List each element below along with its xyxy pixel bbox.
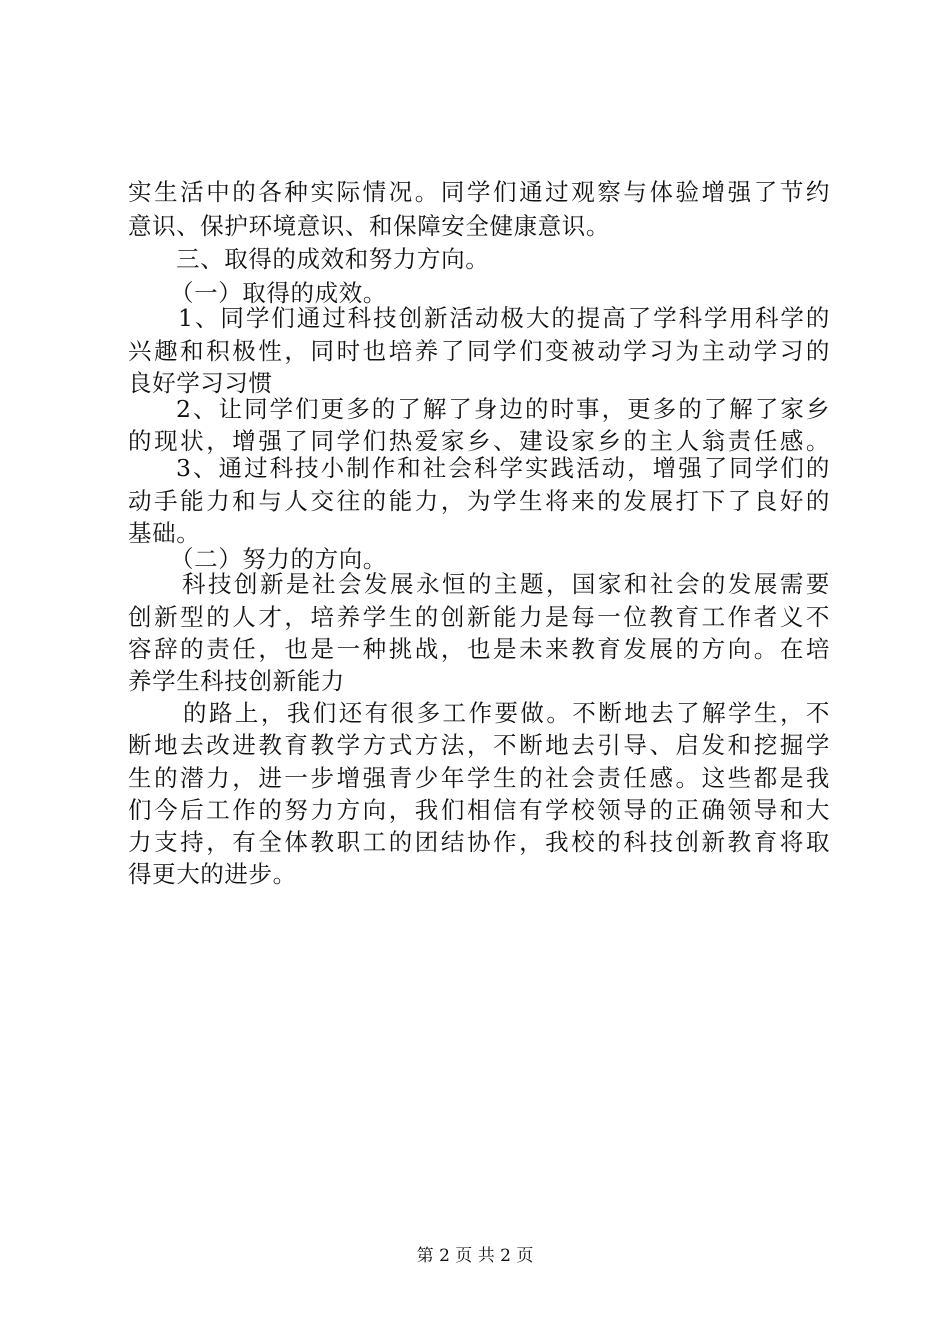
text-line: 创新型的人才，培养学生的创新能力是每一位教育工作者义不 (128, 603, 830, 631)
text-line: 2、让同学们更多的了解了身边的时事，更多的了解了家乡 (176, 395, 830, 423)
text-line: 得更大的进步。 (128, 860, 297, 888)
text-line: 基础。 (128, 519, 201, 547)
text-line: 生的潜力，进一步增强青少年学生的社会责任感。这些都是我 (128, 764, 830, 792)
subsection-heading: （二）努力的方向。 (170, 545, 387, 573)
section-heading: 三、取得的成效和努力方向。 (176, 245, 490, 273)
text-line: 兴趣和积极性，同时也培养了同学们变被动学习为主动学习的 (128, 337, 830, 365)
text-line: 3、通过科技小制作和社会科学实践活动，增强了同学们的 (176, 454, 830, 482)
text-line: 良好学习习惯 (128, 369, 273, 397)
text-line: 们今后工作的努力方向，我们相信有学校领导的正确领导和大 (128, 796, 830, 824)
text-line: 科技创新是社会发展永恒的主题，国家和社会的发展需要 (182, 570, 830, 598)
text-line: 的现状，增强了同学们热爱家乡、建设家乡的主人翁责任感。 (128, 427, 830, 455)
text-line: 养学生科技创新能力 (128, 667, 345, 695)
text-line: 容辞的责任，也是一种挑战，也是未来教育发展的方向。在培 (128, 635, 830, 663)
text-line: 意识、保护环境意识、和保障安全健康意识。 (128, 212, 610, 240)
text-line: 动手能力和与人交往的能力，为学生将来的发展打下了良好的 (128, 487, 830, 515)
text-line: 力支持，有全体教职工的团结协作，我校的科技创新教育将取 (128, 828, 830, 856)
text-line: 的路上，我们还有很多工作要做。不断地去了解学生，不 (183, 699, 830, 727)
text-line: 断地去改进教育教学方式方法，不断地去引导、启发和挖掘学 (128, 731, 830, 759)
page-number: 第 2 页 共 2 页 (416, 1246, 534, 1266)
subsection-heading: （一）取得的成效。 (170, 279, 387, 307)
text-line: 实生活中的各种实际情况。同学们通过观察与体验增强了节约 (128, 178, 830, 206)
text-line: 1、同学们通过科技创新活动极大的提高了学科学用科学的 (178, 304, 830, 332)
